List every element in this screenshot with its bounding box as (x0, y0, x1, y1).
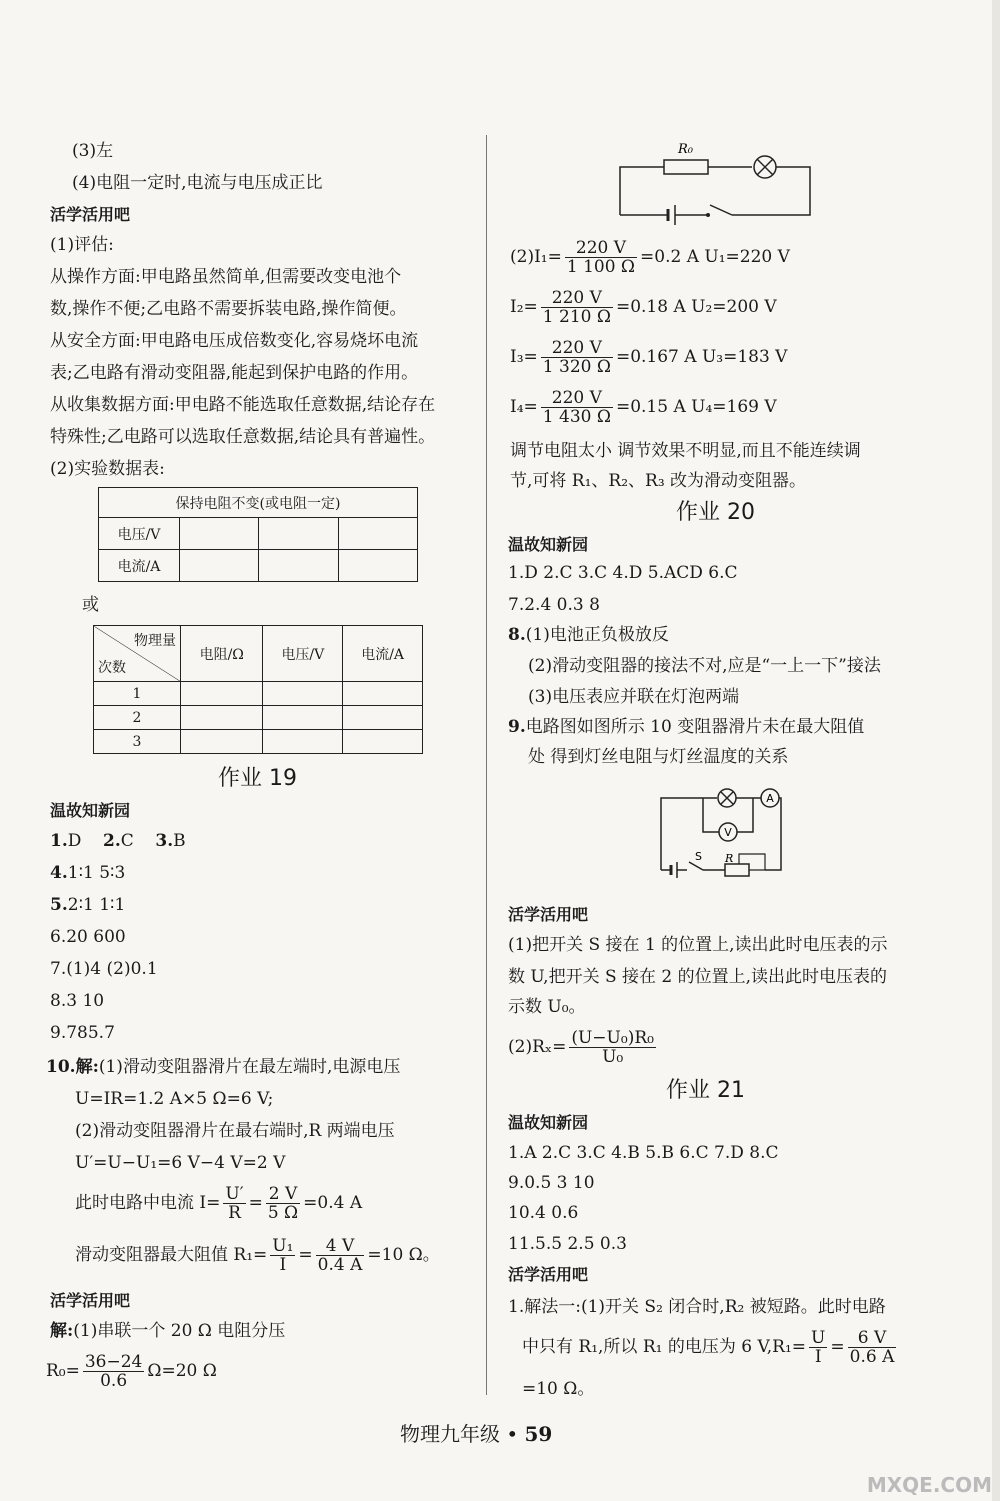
row-num: 3 (94, 730, 181, 754)
calc-i2: I₂= $\frac{220 V}{1 210 \Omega}$ =0.18 A U₂=200 V (510, 288, 777, 327)
answer-3-left: (3)左 (72, 141, 114, 161)
answer-line-1-3: 1.D 2.C 3.B (50, 831, 186, 851)
section-heading-practice-2: 活学活用吧 (50, 1291, 131, 1310)
col-current: 电流/A (343, 626, 423, 682)
homework-title-20: 作业 20 (676, 500, 755, 525)
rx-formula: (2)Rₓ= $\frac{\text{(U−U₀)R₀}}{\text{U₀}}$ (508, 1028, 654, 1067)
answer-6: 6.20 600 (50, 927, 126, 947)
ammeter-label: A (766, 792, 774, 805)
solution-line-2: 中只有 R₁,所以 R₁ 的电压为 6 V,R₁= $\frac{U}{I}$ = $\frac{6 V}{0.6 A}$ (522, 1328, 895, 1367)
answer-9-line-2: 处 得到灯丝电阻与灯丝温度的关系 (528, 747, 789, 767)
section-heading-practice-4: 活学活用吧 (508, 1265, 589, 1284)
row-num: 2 (94, 706, 181, 730)
or-label: 或 (82, 595, 99, 615)
eval-line: 从操作方面:甲电路虽然简单,但需要改变电池个 (50, 267, 402, 287)
row-label-current: 电流/A (99, 550, 180, 582)
method-line-3: 示数 U₀。 (508, 997, 586, 1017)
answer-line-1-6: 1.D 2.C 3.C 4.D 5.ACD 6.C (508, 563, 738, 583)
row-label-voltage: 电压/V (99, 518, 180, 550)
section-heading-review: 温故知新园 (50, 801, 131, 820)
corner-bottom-label: 次数 (98, 660, 126, 676)
circuit-diagram-2 (655, 782, 785, 882)
answer-8-line-1: 8.(1)电池正负极放反 (508, 625, 669, 645)
footer-dot: • (506, 1422, 519, 1446)
answer-10-resistance-formula: 滑动变阻器最大阻值 R₁= $\frac{\text{U₁}}{I}$ = $\frac{4 V}{0.4 A}$ =10 Ω。 (75, 1236, 440, 1275)
answer-7: 7.(1)4 (2)0.1 (50, 959, 158, 979)
answer-9: 9.785.7 (50, 1023, 115, 1043)
r0-label: R₀ (678, 142, 693, 157)
col-voltage: 电压/V (263, 626, 343, 682)
circuit-diagram-1 (612, 135, 822, 225)
watermark: MXQE.COM (866, 1473, 992, 1497)
answer-10-line-2: U=IR=1.2 A×5 Ω=6 V; (75, 1089, 274, 1109)
conclusion-line-1: 调节电阻太小 调节效果不明显,而且不能连续调 (510, 441, 861, 461)
answer-10-line-4: U′=U−U₁=6 V−4 V=2 V (75, 1153, 286, 1173)
table-corner-cell (94, 626, 181, 682)
data-table-2 (93, 625, 423, 754)
resistor-label: R (725, 852, 734, 865)
eval-line: 从收集数据方面:甲电路不能选取任意数据,结论存在 (50, 395, 436, 415)
answer-line-1-8: 1.A 2.C 3.C 4.B 5.B 6.C 7.D 8.C (508, 1143, 779, 1163)
method-line-2: 数 U,把开关 S 接在 2 的位置上,读出此时电压表的 (508, 967, 888, 987)
switch-label: S (695, 850, 702, 863)
table-header: 保持电阻不变(或电阻一定) (99, 488, 418, 518)
answer-8-line-2: (2)滑动变阻器的接法不对,应是“一上一下”接法 (528, 656, 881, 676)
data-table-1 (98, 487, 418, 582)
calc-i4: I₄= $\frac{220 V}{1 430 \Omega}$ =0.15 A U₄=169 V (510, 388, 777, 427)
footer-subject: 物理九年级 (400, 1422, 500, 1446)
eval-line: 表;乙电路有滑动变阻器,能起到保护电路的作用。 (50, 363, 419, 383)
answer-4: 4.1∶1 5∶3 (50, 863, 126, 883)
col-resistance: 电阻/Ω (181, 626, 263, 682)
answer-10-line-3: (2)滑动变阻器滑片在最右端时,R 两端电压 (75, 1121, 395, 1141)
solution-line-1: 1.解法一:(1)开关 S₂ 闭合时,R₂ 被短路。此时电路 (508, 1297, 886, 1317)
section-heading-practice-3: 活学活用吧 (508, 905, 589, 924)
eval-line: 数,操作不便;乙电路不需要拆装电路,操作简便。 (50, 299, 407, 319)
eval-label: (1)评估: (50, 235, 114, 255)
answer-4-conclusion: (4)电阻一定时,电流与电压成正比 (72, 173, 323, 193)
calc-i3: I₃= $\frac{220 V}{1 320 \Omega}$ =0.167 A U₃=183 V (510, 338, 788, 377)
answer-10-line-1: 10.解:(1)滑动变阻器滑片在最左端时,电源电压 (46, 1057, 401, 1077)
data-table-label: (2)实验数据表: (50, 459, 165, 479)
answer-10: 10.4 0.6 (508, 1203, 579, 1223)
page-footer (400, 1418, 552, 1447)
section-heading-review-3: 温故知新园 (508, 1113, 589, 1132)
eval-line: 特殊性;乙电路可以选取任意数据,结论具有普遍性。 (50, 427, 436, 447)
solution-line-3: =10 Ω。 (522, 1379, 595, 1399)
page-number: 59 (524, 1422, 553, 1446)
solution-line-1: 解:(1)串联一个 20 Ω 电阻分压 (50, 1321, 286, 1341)
homework-title-19: 作业 19 (218, 766, 297, 791)
voltmeter-label: V (724, 826, 732, 839)
calc-i1: (2)I₁= $\frac{220 V}{1 100 \Omega}$ =0.2 A U₁=220 V (510, 238, 790, 277)
method-line-1: (1)把开关 S 接在 1 的位置上,读出此时电压表的示 (508, 935, 888, 955)
column-divider (486, 135, 487, 1395)
answer-8: 8.3 10 (50, 991, 105, 1011)
corner-top-label: 物理量 (134, 633, 176, 649)
conclusion-line-2: 节,可将 R₁、R₂、R₃ 改为滑动变阻器。 (510, 471, 807, 491)
row-num: 1 (94, 682, 181, 706)
answer-11: 11.5.5 2.5 0.3 (508, 1234, 627, 1254)
section-heading-practice: 活学活用吧 (50, 205, 131, 224)
eval-line: 从安全方面:甲电路电压成倍数变化,容易烧坏电流 (50, 331, 419, 351)
solution-r0-formula: R₀= $\frac{36-24}{0.6}$ Ω=20 Ω (46, 1352, 217, 1391)
homework-title-21: 作业 21 (666, 1078, 745, 1103)
answer-9: 9.0.5 3 10 (508, 1173, 595, 1193)
answer-7: 7.2.4 0.3 8 (508, 595, 600, 615)
page-edge-shadow (992, 0, 1000, 1501)
answer-9-line-1: 9.电路图如图所示 10 变阻器滑片未在最大阻值 (508, 717, 865, 737)
answer-5: 5.2∶1 1∶1 (50, 895, 126, 915)
section-heading-review-2: 温故知新园 (508, 535, 589, 554)
answer-8-line-3: (3)电压表应并联在灯泡两端 (528, 687, 740, 707)
answer-10-current-formula: 此时电路中电流 I= $\frac{U'}{R}$ = $\frac{2 V}{5 \Omega}$ =0.4 A (75, 1184, 363, 1223)
